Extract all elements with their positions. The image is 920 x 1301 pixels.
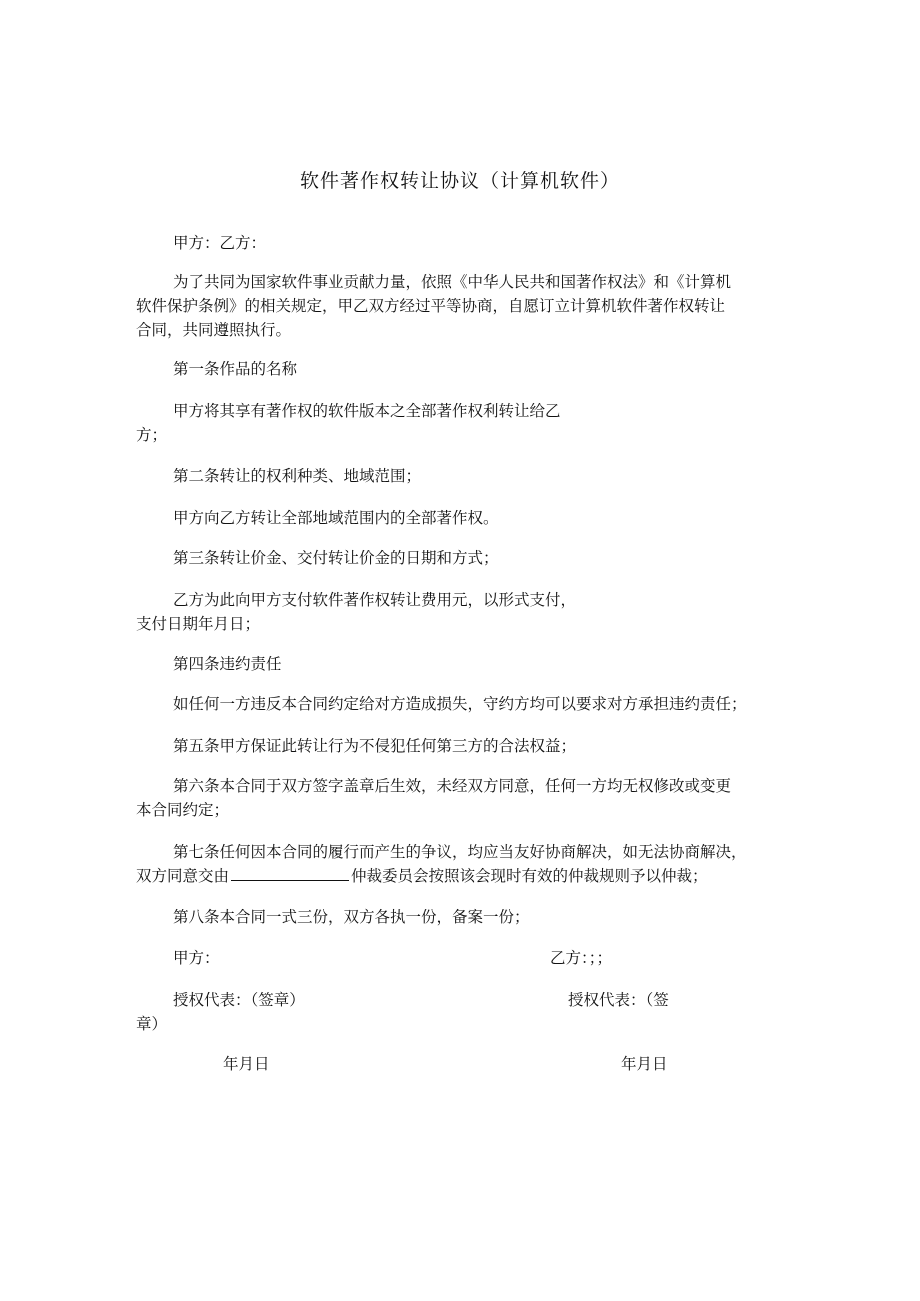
signature-date-a: 年月日: [223, 1055, 270, 1073]
article-8-text: 第八条本合同一式三份，双方各执一份，备案一份；: [173, 908, 530, 926]
preamble-line-1: 为了共同为国家软件事业贡献力量，依照《中华人民共和国著作权法》和《计算机: [173, 273, 732, 291]
signature-party-a: 甲方：: [173, 949, 220, 967]
article-3-heading: 第三条转让价金、交付转让价金的日期和方式；: [173, 549, 499, 567]
article-1-text-2: 方；: [136, 426, 168, 444]
article-4-heading: 第四条违约责任: [173, 655, 282, 673]
article-5-text: 第五条甲方保证此转让行为不侵犯任何第三方的合法权益；: [173, 737, 577, 755]
signature-rep-b-1: 授权代表：（签: [568, 991, 669, 1009]
article-1-text-1: 甲方将其享有著作权的软件版本之全部著作权利转让给乙: [173, 402, 561, 420]
article-2-text: 甲方向乙方转让全部地域范围内的全部著作权。: [173, 509, 499, 527]
signature-date-b: 年月日: [621, 1055, 668, 1073]
article-4-text: 如任何一方违反本合同约定给对方造成损失，守约方均可以要求对方承担违约责任；: [173, 695, 747, 713]
article-2-heading: 第二条转让的权利种类、地域范围；: [173, 467, 422, 485]
signature-rep-a: 授权代表：（签章）: [173, 991, 305, 1009]
signature-party-b: 乙方：；；: [550, 949, 613, 967]
article-6-text-2: 本合同约定；: [136, 801, 230, 819]
article-7-text-2-after: 仲裁委员会按照该会现时有效的仲裁规则予以仲裁；: [351, 867, 708, 885]
signature-rep-b-2: 章）: [136, 1015, 168, 1033]
preamble-line-2: 软件保护条例》的相关规定，甲乙双方经过平等协商，自愿订立计算机软件著作权转让: [136, 297, 726, 315]
article-7-text-2: [136, 866, 708, 886]
article-1-heading: 第一条作品的名称: [173, 360, 298, 378]
article-3-text-1: 乙方为此向甲方支付软件著作权转让费用元，以形式支付，: [173, 591, 577, 609]
parties-line: 甲方：乙方：: [173, 234, 267, 252]
article-3-text-2: 支付日期年月日；: [136, 615, 261, 633]
preamble-line-3: 合同，共同遵照执行。: [136, 321, 292, 339]
arbitration-blank-line: [231, 866, 349, 881]
article-6-text-1: 第六条本合同于双方签字盖章后生效，未经双方同意，任何一方均无权修改或变更: [173, 777, 732, 795]
article-7-text-2-before: 双方同意交由: [136, 867, 230, 885]
document-title: 软件著作权转让协议（计算机软件）: [299, 170, 620, 192]
article-7-text-1: 第七条任何因本合同的履行而产生的争议，均应当友好协商解决，如无法协商解决，: [173, 843, 747, 861]
